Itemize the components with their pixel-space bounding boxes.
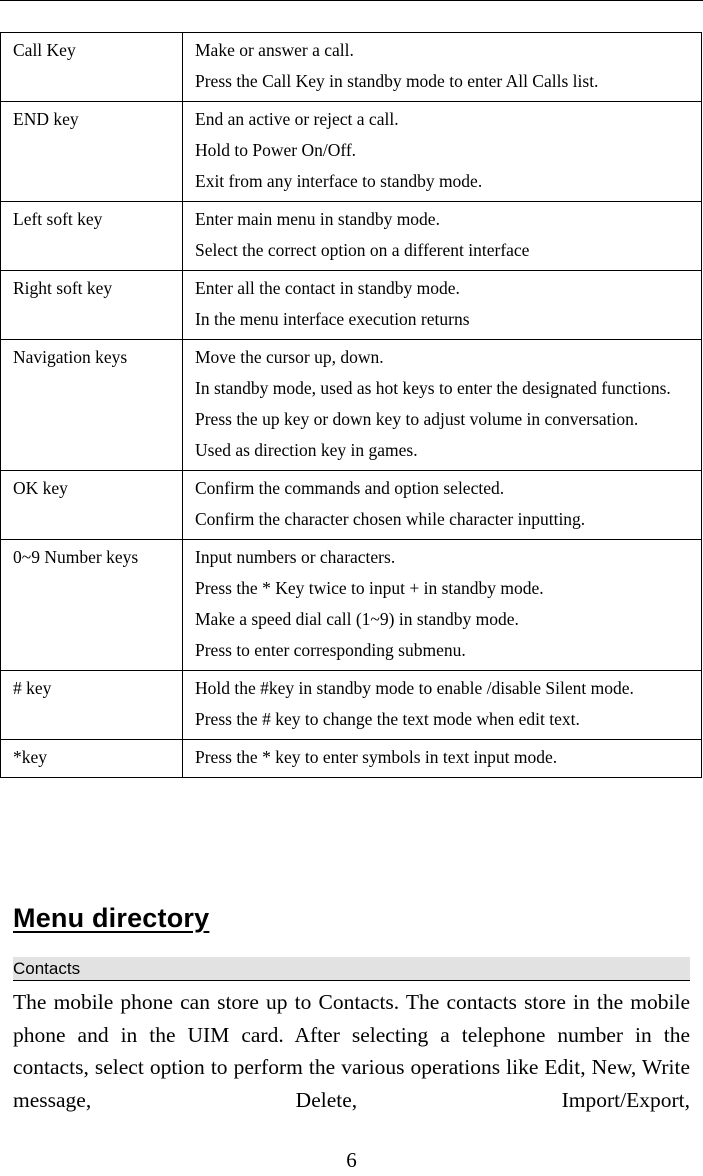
description-line: Select the correct option on a different interface: [195, 240, 530, 260]
key-description: [183, 740, 702, 778]
description-line: Hold the #key in standby mode to enable /disable Silent mode.: [195, 678, 634, 698]
table-row: [1, 340, 702, 471]
description-line: Exit from any interface to standby mode.: [195, 171, 483, 191]
key-description: [183, 340, 702, 471]
description-line: Make or answer a call.: [195, 40, 354, 60]
key-description: [183, 271, 702, 340]
subsection-heading: Contacts: [13, 957, 690, 981]
key-name: 0~9 Number keys: [1, 540, 183, 671]
key-name: *key: [1, 740, 183, 778]
description-line: End an active or reject a call.: [195, 109, 399, 129]
table-row: [1, 271, 702, 340]
key-name: Navigation keys: [1, 340, 183, 471]
description-line: Used as direction key in games.: [195, 440, 418, 460]
description-line: Press the * key to enter symbols in text input mode.: [195, 747, 558, 767]
table-row: [1, 33, 702, 102]
key-name: END key: [1, 102, 183, 202]
description-line: Press to enter corresponding submenu.: [195, 640, 466, 660]
description-line: Press the Call Key in standby mode to enter All Calls list.: [195, 71, 599, 91]
table-row: [1, 471, 702, 540]
key-description: [183, 540, 702, 671]
description-line: In standby mode, used as hot keys to enter the designated functions.: [195, 378, 671, 398]
key-name: OK key: [1, 471, 183, 540]
key-name: # key: [1, 671, 183, 740]
table-row: [1, 202, 702, 271]
key-description: [183, 671, 702, 740]
key-name: Right soft key: [1, 271, 183, 340]
description-line: Hold to Power On/Off.: [195, 140, 357, 160]
description-line: Input numbers or characters.: [195, 547, 396, 567]
key-description: [183, 33, 702, 102]
description-line: Move the cursor up, down.: [195, 347, 384, 367]
section-heading: Menu directory: [13, 903, 210, 933]
table-row: [1, 102, 702, 202]
key-name: Left soft key: [1, 202, 183, 271]
key-description: [183, 102, 702, 202]
key-description: [183, 471, 702, 540]
top-rule: [0, 0, 703, 1]
page-number: 6: [346, 1148, 357, 1172]
key-function-table: [0, 32, 702, 778]
description-line: Press the up key or down key to adjust volume in conversation.: [195, 409, 639, 429]
description-line: Press the # key to change the text mode when edit text.: [195, 709, 580, 729]
description-line: Enter main menu in standby mode.: [195, 209, 440, 229]
description-line: Confirm the character chosen while character inputting.: [195, 509, 586, 529]
description-line: Enter all the contact in standby mode.: [195, 278, 460, 298]
description-line: Confirm the commands and option selected.: [195, 478, 505, 498]
key-description: [183, 202, 702, 271]
table-row: [1, 671, 702, 740]
key-name: Call Key: [1, 33, 183, 102]
description-line: Make a speed dial call (1~9) in standby mode.: [195, 609, 519, 629]
description-line: Press the * Key twice to input + in standby mode.: [195, 578, 544, 598]
table-row: [1, 540, 702, 671]
body-paragraph: The mobile phone can store up to Contacts. The contacts store in the mobile phone and in the UIM card. After selecting a telephone number in the contacts, select option to perform the various operations like Edit, New, Write message, Delete, Import/Export,: [13, 990, 690, 1112]
table-row: [1, 740, 702, 778]
description-line: In the menu interface execution returns: [195, 309, 470, 329]
